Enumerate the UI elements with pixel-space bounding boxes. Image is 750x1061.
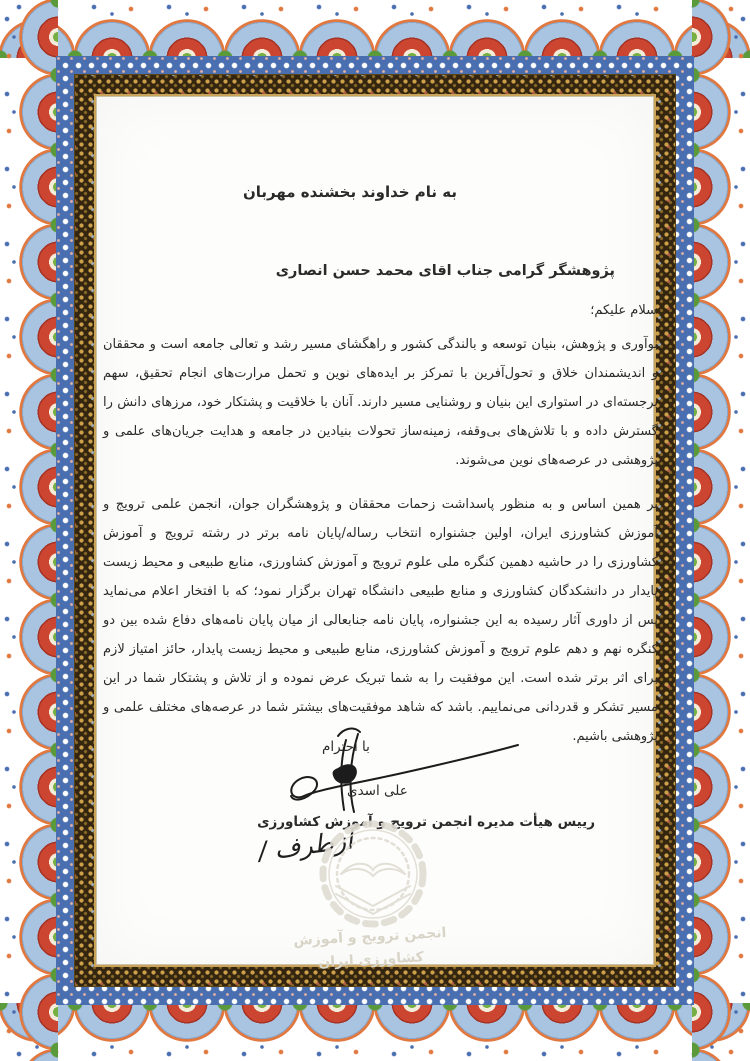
- paragraph-1: نوآوری و پژوهش، بنیان توسعه و بالندگی کشور و راهگشای مسیر رشد و تعالی جامعه است و محققان و اندیشمندان خلاق و تحول‌آفرین با تمرکز بر ایده‌های نوین و تحمل مرارت‌های انجام تحقیق، سهم برجسته‌ای در استواری این بنیان و روشنایی مسیر دارند. آنان با خلاقیت و پشتکار خود، مرزهای دانش را گسترش داده و با تلاش‌های بی‌وقفه، زمینه‌ساز تحولات بنیادین در جامعه و هدایت جریان‌های علمی و پژوهشی در عرصه‌های نوین می‌شوند.: [103, 337, 658, 468]
- stamp-text: [287, 922, 454, 977]
- stamp-text-line2: کشاورزی ایران: [317, 949, 425, 971]
- closing-regards: با احترام: [322, 739, 370, 755]
- salutation-line: سلام علیکم؛: [590, 303, 657, 318]
- signature-ink: [280, 722, 530, 822]
- bismillah-heading: به نام خداوند بخشنده مهربان: [242, 183, 458, 201]
- signer-title: رییس هیأت مدیره انجمن ترویج و آموزش کشاورزی: [257, 814, 595, 830]
- letter-body: [103, 330, 658, 766]
- recipient-line: پژوهشگر گرامی جناب اقای محمد حسن انصاری: [275, 263, 615, 279]
- handwritten-note: ازطرف /: [256, 825, 355, 866]
- stamp-text-line1: انجمن ترویج و آموزش: [293, 925, 447, 950]
- signer-name: علی اسدی: [347, 783, 408, 799]
- paragraph-2: بر همین اساس و به منظور پاسداشت زحمات محققان و پژوهشگران جوان، انجمن علمی ترویج و آموزش کشاورزی ایران، اولین جشنواره انتخاب رساله/پایان نامه برتر در رشته ترویج و آموزش کشاورزی را در حاشیه دهمین کنگره ملی علوم ترویج و آموزش کشاورزی، منابع طبیعی و محیط زیست پایدار در دانشکدگان کشاورزی و منابع طبیعی دانشگاه تهران برگزار نمود؛ که با افتخار اعلام می‌نماید پس از داوری آثار رسیده به این جشنواره، پایان نامه جنابعالی از میان پایان نامه‌های دفاع شده بین دو کنگره نهم و دهم علوم ترویج و آموزش کشاورزی، منابع طبیعی و محیط زیست پایدار، حائز امتیاز لازم برای اثر برتر شده است. این موفقیت را به شما تبریک عرض نموده و از تلاش و پشتکار شما در این مسیر تشکر و قدردانی می‌نماییم. باشد که شاهد موفقیت‌های بیشتر شما در عرصه‌های مختلف علمی و پژوهشی باشیم.: [103, 497, 658, 744]
